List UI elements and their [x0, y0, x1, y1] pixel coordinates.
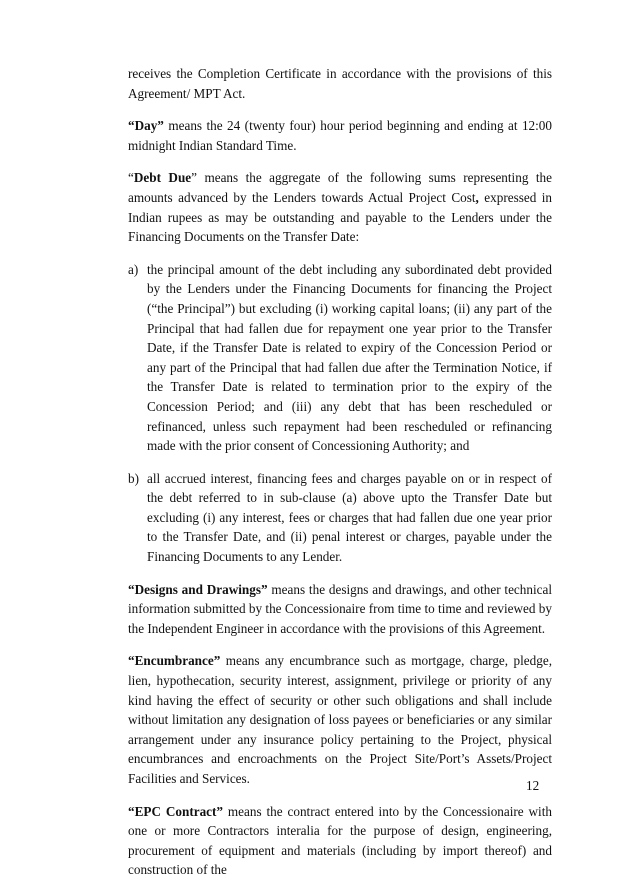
definition-text: means the 24 (twenty four) hour period beginning and ending at 12:00 midnight Indian Standard Time.	[128, 118, 552, 153]
definition-term: “Designs and Drawings”	[128, 581, 268, 597]
definition-text-bold-comma: ,	[475, 189, 479, 205]
definition-term-close-quote: ”	[191, 170, 197, 186]
definition-text: means the aggregate of the following sums representing the amounts advanced by the Lenders towards Actual Project Cost	[128, 170, 552, 205]
definition-term: “EPC Contract”	[128, 803, 223, 819]
debt-due-item-a	[128, 260, 552, 456]
definition-term: “Day”	[128, 118, 164, 134]
definition-term: “Encumbrance”	[128, 653, 221, 669]
definition-designs-and-drawings	[128, 580, 552, 639]
definition-term-open-quote: “	[128, 170, 134, 186]
definition-text: means the designs and drawings, and other technical information submitted by the Concessionaire from time to time and reviewed by the Independent Engineer in accordance with the provisions of this Agreement.	[128, 581, 553, 636]
definition-encumbrance	[128, 651, 552, 788]
definition-day	[128, 116, 552, 155]
definition-text: means any encumbrance such as mortgage, charge, pledge, lien, hypothecation, security interest, assignment, privilege or priority of any kind having the effect of security or other such obligations and shall include without limitation any designation of loss payees or beneficiaries or any similar arrangement under any insurance policy pertaining to the Project, physical encumbrances and encroachments on the Project Site/Port’s Assets/Project Facilities and Services.	[128, 653, 552, 786]
page-number: 12	[526, 778, 540, 793]
list-item-text: all accrued interest, financing fees and charges payable on or in respect of the debt referred to in sub-clause (a) above upto the Transfer Date but excluding (i) any interest, fees or charges that had fallen due one year prior to the Transfer Date, and (ii) penal interest or charges, payable under the Financing Documents to any Lender.	[147, 470, 552, 565]
definition-text: expressed in Indian rupees as may be outstanding and payable to the Lenders under the Financing Documents on the Transfer Date:	[128, 189, 552, 245]
continuation-paragraph	[128, 64, 552, 103]
definition-epc-contract	[128, 802, 552, 880]
definition-debt-due	[128, 168, 552, 246]
list-marker: b)	[128, 470, 139, 486]
continuation-text: receives the Completion Certificate in accordance with the provisions of this Agreement/ MPT Act.	[128, 66, 552, 101]
definition-text: means the contract entered into by the Concessionaire with one or more Contractors interalia for the purpose of design, engineering, procurement of equipment and materials (including by import thereof) and construction of the	[128, 803, 552, 878]
list-marker: a)	[128, 261, 139, 277]
list-item-text: the principal amount of the debt including any subordinated debt provided by the Lenders under the Financing Documents for financing the Project (“the Principal”) but excluding (i) working capital loans; (ii) any part of the Principal that had fallen due for repayment one year prior to the Transfer Date, if the Transfer Date is related to expiry of the Concession Period or any part of the Principal that had fallen due after the Termination Notice, if the Transfer Date is related to termination prior to the expiry of the Concession Period; and (iii) any debt that has been rescheduled or refinanced, unless such repayment had been rescheduled or refinancing made with the prior consent of Concessioning Authority; and	[147, 261, 552, 454]
page-body	[128, 64, 552, 893]
definition-term: Debt Due	[133, 170, 192, 186]
debt-due-item-b	[128, 469, 552, 567]
